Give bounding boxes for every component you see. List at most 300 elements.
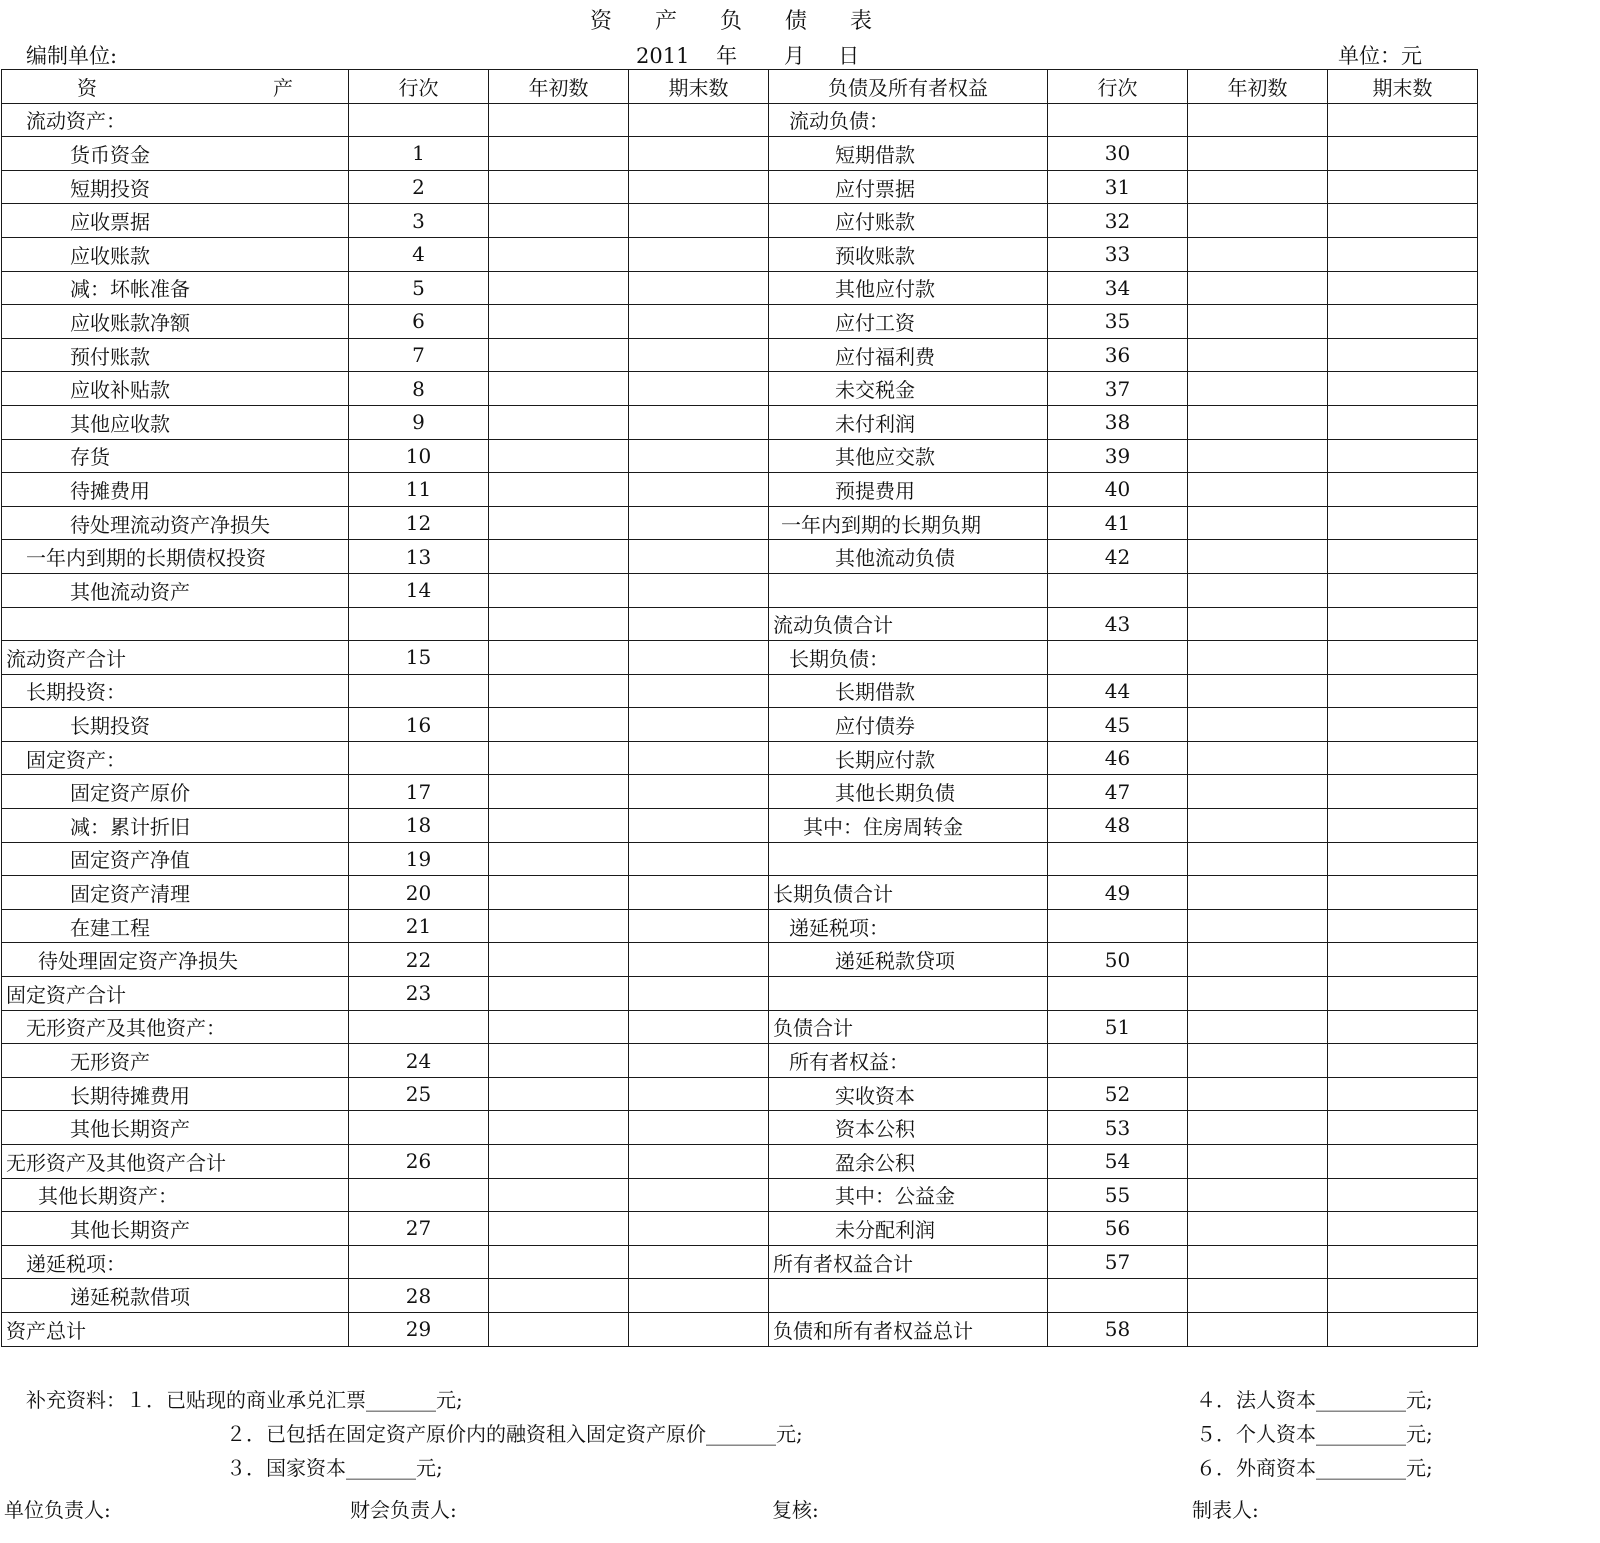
table-row <box>2 1245 1478 1279</box>
liability-begin-value[interactable] <box>1188 372 1328 406</box>
liability-end-value[interactable] <box>1328 1245 1478 1279</box>
liability-begin-value[interactable] <box>1188 1178 1328 1212</box>
asset-end-value[interactable] <box>629 237 769 271</box>
table-row <box>2 137 1478 171</box>
liability-row-number: 50 <box>1048 943 1188 977</box>
liability-end-value[interactable] <box>1328 439 1478 473</box>
asset-row-number: 21 <box>349 909 489 943</box>
asset-row-number: 16 <box>349 708 489 742</box>
report-date: 2011 年 月 日 <box>636 44 860 68</box>
liability-end-value[interactable] <box>1328 741 1478 775</box>
asset-end-value[interactable] <box>629 842 769 876</box>
unit-label: 单位：元 <box>1338 44 1422 68</box>
page-title: 资 产 负 债 表 <box>590 9 890 34</box>
liability-begin-value[interactable] <box>1188 540 1328 574</box>
liability-end-value[interactable] <box>1328 170 1478 204</box>
asset-row-number: 10 <box>349 439 489 473</box>
liability-row-number <box>1048 1044 1188 1078</box>
liability-begin-value[interactable] <box>1188 1145 1328 1179</box>
table-body <box>2 103 1478 1346</box>
table-row <box>2 741 1478 775</box>
asset-begin-value[interactable] <box>489 1010 629 1044</box>
asset-begin-value[interactable] <box>489 439 629 473</box>
asset-item-label: 其他流动资产 <box>2 573 349 607</box>
supplement-right-3: ６．外商资本_________元; <box>1196 1456 1433 1480</box>
signature-unit-head: 单位负责人: <box>4 1498 111 1522</box>
asset-begin-value[interactable] <box>489 1111 629 1145</box>
asset-end-value[interactable] <box>629 1077 769 1111</box>
liability-item-label: 长期负债合计 <box>769 876 1048 910</box>
liability-item-label: 资本公积 <box>769 1111 1048 1145</box>
asset-end-value[interactable] <box>629 641 769 675</box>
col-header-end: 期末数 <box>629 70 769 104</box>
asset-begin-value[interactable] <box>489 573 629 607</box>
liability-begin-value[interactable] <box>1188 842 1328 876</box>
asset-begin-value[interactable] <box>489 977 629 1011</box>
liability-item-label <box>769 842 1048 876</box>
asset-end-value[interactable] <box>629 372 769 406</box>
asset-begin-value[interactable] <box>489 170 629 204</box>
asset-end-value[interactable] <box>629 170 769 204</box>
liability-item-label: 预提费用 <box>769 473 1048 507</box>
liability-row-number: 56 <box>1048 1212 1188 1246</box>
col-header-assets-a: 资 <box>77 75 97 100</box>
liability-end-value[interactable] <box>1328 674 1478 708</box>
table-row <box>2 540 1478 574</box>
asset-row-number: 18 <box>349 809 489 843</box>
liability-end-value[interactable] <box>1328 103 1478 137</box>
liability-end-value[interactable] <box>1328 573 1478 607</box>
liability-item-label: 所有者权益合计 <box>769 1245 1048 1279</box>
supplement-line-1: 补充资料：１．已贴现的商业承兑汇票_______元; <box>26 1388 463 1412</box>
asset-end-value[interactable] <box>629 1312 769 1346</box>
asset-begin-value[interactable] <box>489 305 629 339</box>
asset-begin-value[interactable] <box>489 1312 629 1346</box>
col-header-assets-b: 产 <box>273 75 293 100</box>
table-row <box>2 204 1478 238</box>
asset-item-label: 固定资产清理 <box>2 876 349 910</box>
asset-end-value[interactable] <box>629 775 769 809</box>
asset-row-number: 24 <box>349 1044 489 1078</box>
asset-row-number <box>349 1245 489 1279</box>
asset-begin-value[interactable] <box>489 1212 629 1246</box>
liability-row-number <box>1048 641 1188 675</box>
liability-row-number: 53 <box>1048 1111 1188 1145</box>
liability-item-label: 短期借款 <box>769 137 1048 171</box>
asset-item-label: 固定资产原价 <box>2 775 349 809</box>
liability-item-label: 应付工资 <box>769 305 1048 339</box>
asset-begin-value[interactable] <box>489 1245 629 1279</box>
asset-begin-value[interactable] <box>489 137 629 171</box>
liability-row-number: 42 <box>1048 540 1188 574</box>
asset-begin-value[interactable] <box>489 237 629 271</box>
balance-sheet-table <box>1 69 1478 1347</box>
liability-begin-value[interactable] <box>1188 909 1328 943</box>
asset-end-value[interactable] <box>629 1044 769 1078</box>
asset-end-value[interactable] <box>629 1178 769 1212</box>
liability-begin-value[interactable] <box>1188 103 1328 137</box>
prepared-by-label: 编制单位: <box>26 44 118 68</box>
table-row <box>2 1212 1478 1246</box>
asset-end-value[interactable] <box>629 607 769 641</box>
asset-begin-value[interactable] <box>489 641 629 675</box>
liability-begin-value[interactable] <box>1188 876 1328 910</box>
liability-end-value[interactable] <box>1328 473 1478 507</box>
liability-row-number <box>1048 103 1188 137</box>
liability-row-number: 41 <box>1048 506 1188 540</box>
liability-end-value[interactable] <box>1328 271 1478 305</box>
liability-end-value[interactable] <box>1328 204 1478 238</box>
liability-row-number: 49 <box>1048 876 1188 910</box>
table-row <box>2 977 1478 1011</box>
liability-item-label: 实收资本 <box>769 1077 1048 1111</box>
liability-end-value[interactable] <box>1328 305 1478 339</box>
liability-row-number: 54 <box>1048 1145 1188 1179</box>
asset-item-label <box>2 607 349 641</box>
col-header-end-2: 期末数 <box>1328 70 1478 104</box>
liability-item-label: 一年内到期的长期负期 <box>769 506 1048 540</box>
asset-begin-value[interactable] <box>489 1077 629 1111</box>
asset-begin-value[interactable] <box>489 809 629 843</box>
liability-end-value[interactable] <box>1328 842 1478 876</box>
asset-end-value[interactable] <box>629 405 769 439</box>
liability-end-value[interactable] <box>1328 943 1478 977</box>
asset-end-value[interactable] <box>629 1111 769 1145</box>
asset-row-number <box>349 607 489 641</box>
table-row <box>2 674 1478 708</box>
liability-row-number: 32 <box>1048 204 1188 238</box>
asset-item-label: 资产总计 <box>2 1312 349 1346</box>
liability-end-value[interactable] <box>1328 809 1478 843</box>
asset-row-number <box>349 1178 489 1212</box>
asset-item-label: 一年内到期的长期债权投资 <box>2 540 349 574</box>
liability-end-value[interactable] <box>1328 1111 1478 1145</box>
liability-end-value[interactable] <box>1328 641 1478 675</box>
liability-begin-value[interactable] <box>1188 305 1328 339</box>
liability-row-number: 43 <box>1048 607 1188 641</box>
asset-row-number: 27 <box>349 1212 489 1246</box>
liability-begin-value[interactable] <box>1188 137 1328 171</box>
liability-row-number: 57 <box>1048 1245 1188 1279</box>
asset-item-label: 待处理固定资产净损失 <box>2 943 349 977</box>
asset-begin-value[interactable] <box>489 473 629 507</box>
asset-begin-value[interactable] <box>489 103 629 137</box>
asset-row-number: 17 <box>349 775 489 809</box>
asset-begin-value[interactable] <box>489 876 629 910</box>
liability-end-value[interactable] <box>1328 607 1478 641</box>
liability-begin-value[interactable] <box>1188 1044 1328 1078</box>
liability-item-label: 其他流动负债 <box>769 540 1048 574</box>
liability-end-value[interactable] <box>1328 708 1478 742</box>
table-row <box>2 506 1478 540</box>
liability-begin-value[interactable] <box>1188 405 1328 439</box>
liability-end-value[interactable] <box>1328 1279 1478 1313</box>
asset-end-value[interactable] <box>629 439 769 473</box>
liability-item-label: 预收账款 <box>769 237 1048 271</box>
asset-end-value[interactable] <box>629 540 769 574</box>
asset-begin-value[interactable] <box>489 708 629 742</box>
asset-end-value[interactable] <box>629 708 769 742</box>
liability-begin-value[interactable] <box>1188 741 1328 775</box>
asset-begin-value[interactable] <box>489 741 629 775</box>
asset-end-value[interactable] <box>629 338 769 372</box>
liability-end-value[interactable] <box>1328 1044 1478 1078</box>
asset-row-number: 14 <box>349 573 489 607</box>
liability-item-label: 其中：住房周转金 <box>769 809 1048 843</box>
liability-begin-value[interactable] <box>1188 607 1328 641</box>
asset-row-number: 22 <box>349 943 489 977</box>
liability-item-label: 其他长期负债 <box>769 775 1048 809</box>
liability-end-value[interactable] <box>1328 1077 1478 1111</box>
liability-row-number <box>1048 842 1188 876</box>
signature-preparer: 制表人: <box>1192 1498 1259 1522</box>
asset-begin-value[interactable] <box>489 674 629 708</box>
asset-begin-value[interactable] <box>489 909 629 943</box>
liability-end-value[interactable] <box>1328 1212 1478 1246</box>
asset-item-label: 长期投资： <box>2 674 349 708</box>
table-row <box>2 1312 1478 1346</box>
table-row <box>2 943 1478 977</box>
liability-end-value[interactable] <box>1328 506 1478 540</box>
asset-end-value[interactable] <box>629 977 769 1011</box>
liability-begin-value[interactable] <box>1188 674 1328 708</box>
liability-row-number: 34 <box>1048 271 1188 305</box>
asset-end-value[interactable] <box>629 943 769 977</box>
asset-item-label: 货币资金 <box>2 137 349 171</box>
liability-item-label <box>769 573 1048 607</box>
table-row <box>2 170 1478 204</box>
liability-begin-value[interactable] <box>1188 1010 1328 1044</box>
asset-row-number <box>349 1010 489 1044</box>
asset-end-value[interactable] <box>629 473 769 507</box>
liability-item-label: 递延税款贷项 <box>769 943 1048 977</box>
asset-row-number: 26 <box>349 1145 489 1179</box>
liability-row-number: 48 <box>1048 809 1188 843</box>
liability-begin-value[interactable] <box>1188 573 1328 607</box>
asset-item-label: 递延税项： <box>2 1245 349 1279</box>
asset-end-value[interactable] <box>629 741 769 775</box>
liability-end-value[interactable] <box>1328 540 1478 574</box>
signature-reviewer: 复核: <box>772 1498 819 1522</box>
asset-end-value[interactable] <box>629 876 769 910</box>
liability-end-value[interactable] <box>1328 1312 1478 1346</box>
liability-row-number <box>1048 909 1188 943</box>
col-header-row-no: 行次 <box>349 70 489 104</box>
table-row <box>2 237 1478 271</box>
liability-begin-value[interactable] <box>1188 506 1328 540</box>
col-header-row-no-2: 行次 <box>1048 70 1188 104</box>
asset-begin-value[interactable] <box>489 1044 629 1078</box>
asset-end-value[interactable] <box>629 1279 769 1313</box>
liability-item-label <box>769 1279 1048 1313</box>
asset-begin-value[interactable] <box>489 204 629 238</box>
asset-begin-value[interactable] <box>489 1145 629 1179</box>
asset-begin-value[interactable] <box>489 506 629 540</box>
asset-row-number: 15 <box>349 641 489 675</box>
asset-row-number: 19 <box>349 842 489 876</box>
table-row <box>2 573 1478 607</box>
asset-item-label: 应收票据 <box>2 204 349 238</box>
asset-row-number: 5 <box>349 271 489 305</box>
liability-end-value[interactable] <box>1328 775 1478 809</box>
liability-row-number: 52 <box>1048 1077 1188 1111</box>
asset-row-number: 3 <box>349 204 489 238</box>
asset-item-label: 长期投资 <box>2 708 349 742</box>
liability-end-value[interactable] <box>1328 237 1478 271</box>
table-row <box>2 1077 1478 1111</box>
liability-begin-value[interactable] <box>1188 1279 1328 1313</box>
asset-begin-value[interactable] <box>489 1178 629 1212</box>
asset-row-number: 2 <box>349 170 489 204</box>
asset-begin-value[interactable] <box>489 372 629 406</box>
liability-begin-value[interactable] <box>1188 439 1328 473</box>
asset-row-number: 6 <box>349 305 489 339</box>
table-row <box>2 271 1478 305</box>
asset-end-value[interactable] <box>629 103 769 137</box>
liability-end-value[interactable] <box>1328 977 1478 1011</box>
asset-begin-value[interactable] <box>489 338 629 372</box>
asset-row-number: 9 <box>349 405 489 439</box>
liability-item-label: 其他应交款 <box>769 439 1048 473</box>
asset-end-value[interactable] <box>629 809 769 843</box>
asset-row-number: 4 <box>349 237 489 271</box>
liability-end-value[interactable] <box>1328 338 1478 372</box>
asset-end-value[interactable] <box>629 909 769 943</box>
liability-begin-value[interactable] <box>1188 708 1328 742</box>
liability-end-value[interactable] <box>1328 876 1478 910</box>
liability-end-value[interactable] <box>1328 1145 1478 1179</box>
asset-item-label: 无形资产 <box>2 1044 349 1078</box>
liability-row-number: 36 <box>1048 338 1188 372</box>
asset-end-value[interactable] <box>629 1145 769 1179</box>
asset-row-number: 1 <box>349 137 489 171</box>
asset-end-value[interactable] <box>629 137 769 171</box>
liability-begin-value[interactable] <box>1188 1077 1328 1111</box>
supplement-line-2: ２．已包括在固定资产原价内的融资租入固定资产原价_______元; <box>226 1422 803 1446</box>
liability-item-label: 负债和所有者权益总计 <box>769 1312 1048 1346</box>
asset-row-number: 8 <box>349 372 489 406</box>
asset-row-number: 23 <box>349 977 489 1011</box>
liability-begin-value[interactable] <box>1188 170 1328 204</box>
table-row <box>2 641 1478 675</box>
table-row <box>2 1279 1478 1313</box>
liability-begin-value[interactable] <box>1188 775 1328 809</box>
asset-end-value[interactable] <box>629 1245 769 1279</box>
liability-begin-value[interactable] <box>1188 1212 1328 1246</box>
asset-row-number: 25 <box>349 1077 489 1111</box>
liability-row-number: 31 <box>1048 170 1188 204</box>
liability-begin-value[interactable] <box>1188 204 1328 238</box>
supplement-right-2: ５．个人资本_________元; <box>1196 1422 1433 1446</box>
asset-row-number: 12 <box>349 506 489 540</box>
liability-row-number: 44 <box>1048 674 1188 708</box>
liability-end-value[interactable] <box>1328 909 1478 943</box>
liability-item-label: 长期借款 <box>769 674 1048 708</box>
asset-item-label: 应收账款净额 <box>2 305 349 339</box>
asset-item-label: 其他应收款 <box>2 405 349 439</box>
asset-item-label: 长期待摊费用 <box>2 1077 349 1111</box>
liability-item-label: 未交税金 <box>769 372 1048 406</box>
asset-item-label: 减：累计折旧 <box>2 809 349 843</box>
liability-begin-value[interactable] <box>1188 1312 1328 1346</box>
liability-row-number <box>1048 1279 1188 1313</box>
asset-item-label: 应收补贴款 <box>2 372 349 406</box>
asset-item-label: 待处理流动资产净损失 <box>2 506 349 540</box>
liability-item-label: 未付利润 <box>769 405 1048 439</box>
liability-begin-value[interactable] <box>1188 809 1328 843</box>
asset-end-value[interactable] <box>629 506 769 540</box>
asset-begin-value[interactable] <box>489 405 629 439</box>
table-row <box>2 809 1478 843</box>
asset-begin-value[interactable] <box>489 271 629 305</box>
asset-item-label: 存货 <box>2 439 349 473</box>
liability-item-label: 负债合计 <box>769 1010 1048 1044</box>
liability-begin-value[interactable] <box>1188 473 1328 507</box>
liability-begin-value[interactable] <box>1188 237 1328 271</box>
asset-end-value[interactable] <box>629 204 769 238</box>
asset-begin-value[interactable] <box>489 842 629 876</box>
liability-row-number: 58 <box>1048 1312 1188 1346</box>
asset-row-number: 28 <box>349 1279 489 1313</box>
supplement-right-1: ４．法人资本_________元; <box>1196 1388 1433 1412</box>
liability-end-value[interactable] <box>1328 1010 1478 1044</box>
asset-item-label: 待摊费用 <box>2 473 349 507</box>
asset-item-label: 其他长期资产： <box>2 1178 349 1212</box>
table-row <box>2 372 1478 406</box>
liability-end-value[interactable] <box>1328 372 1478 406</box>
asset-item-label: 预付账款 <box>2 338 349 372</box>
liability-begin-value[interactable] <box>1188 641 1328 675</box>
signature-finance-head: 财会负责人: <box>350 1498 457 1522</box>
asset-begin-value[interactable] <box>489 943 629 977</box>
liability-end-value[interactable] <box>1328 1178 1478 1212</box>
table-row <box>2 338 1478 372</box>
liability-begin-value[interactable] <box>1188 977 1328 1011</box>
liability-item-label: 递延税项： <box>769 909 1048 943</box>
table-row <box>2 708 1478 742</box>
table-row <box>2 103 1478 137</box>
liability-item-label: 流动负债合计 <box>769 607 1048 641</box>
asset-begin-value[interactable] <box>489 775 629 809</box>
table-row <box>2 439 1478 473</box>
asset-end-value[interactable] <box>629 1010 769 1044</box>
liability-begin-value[interactable] <box>1188 1111 1328 1145</box>
liability-item-label: 应付债券 <box>769 708 1048 742</box>
asset-begin-value[interactable] <box>489 1279 629 1313</box>
asset-end-value[interactable] <box>629 271 769 305</box>
asset-end-value[interactable] <box>629 674 769 708</box>
liability-begin-value[interactable] <box>1188 943 1328 977</box>
liability-begin-value[interactable] <box>1188 1245 1328 1279</box>
asset-end-value[interactable] <box>629 305 769 339</box>
asset-row-number: 11 <box>349 473 489 507</box>
liability-begin-value[interactable] <box>1188 271 1328 305</box>
liability-end-value[interactable] <box>1328 405 1478 439</box>
liability-item-label: 所有者权益： <box>769 1044 1048 1078</box>
asset-end-value[interactable] <box>629 1212 769 1246</box>
asset-end-value[interactable] <box>629 573 769 607</box>
liability-row-number: 38 <box>1048 405 1188 439</box>
asset-item-label: 固定资产合计 <box>2 977 349 1011</box>
liability-end-value[interactable] <box>1328 137 1478 171</box>
liability-item-label: 流动负债： <box>769 103 1048 137</box>
liability-row-number <box>1048 977 1188 1011</box>
asset-begin-value[interactable] <box>489 540 629 574</box>
liability-begin-value[interactable] <box>1188 338 1328 372</box>
asset-begin-value[interactable] <box>489 607 629 641</box>
liability-item-label: 未分配利润 <box>769 1212 1048 1246</box>
col-header-begin: 年初数 <box>489 70 629 104</box>
